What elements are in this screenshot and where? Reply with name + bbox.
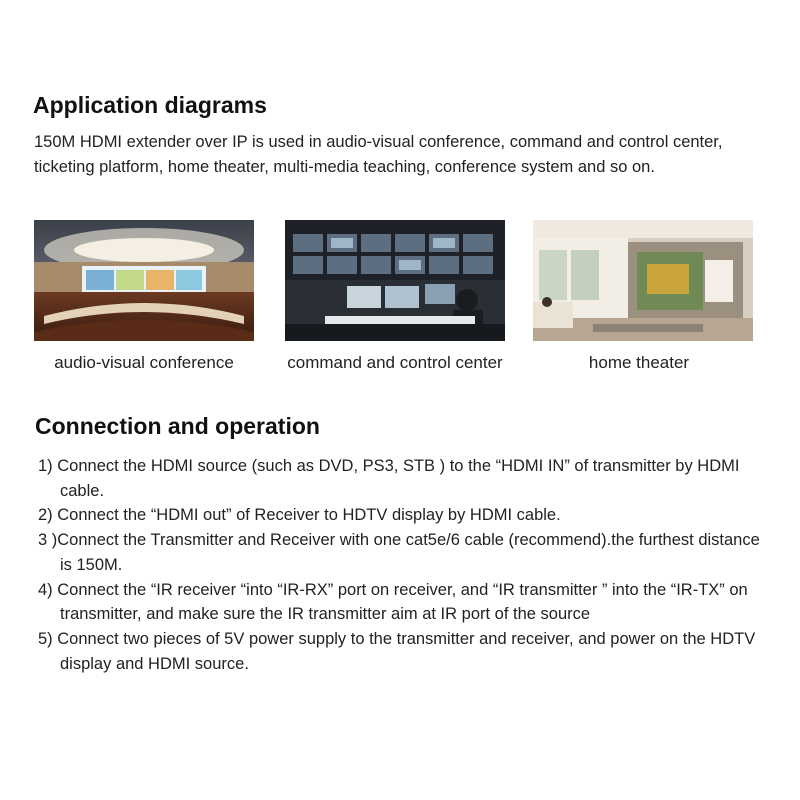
step-3: 3 )Connect the Transmitter and Receiver with one cat5e/6 cable (recommend).the furthest distance is 150M. [38, 531, 760, 574]
control-center-photo [285, 220, 505, 341]
step-1: 1) Connect the HDMI source (such as DVD, PS3, STB ) to the “HDMI IN” of transmitter by HDMI cable. [38, 457, 740, 500]
step-5: 5) Connect two pieces of 5V power supply to the transmitter and receiver, and power on the HDTV display and HDMI source. [38, 629, 756, 673]
step-2: 2) Connect the “HDMI out” of Receiver to HDTV display by HDMI cable. [38, 506, 561, 525]
conference-room-photo [34, 220, 254, 341]
connection-steps [38, 454, 768, 676]
application-intro: 150M HDMI extender over IP is used in audio-visual conference, command and control center, ticketing platform, home theater, multi-media teaching, conference system and so on. [34, 133, 723, 176]
home-theater-photo [533, 220, 753, 341]
application-title: Application diagrams [33, 92, 267, 118]
photo-caption-control-center: command and control center [287, 353, 503, 372]
photo-caption-conference: audio-visual conference [54, 353, 234, 372]
photo-caption-home-theater: home theater [588, 353, 690, 372]
connection-title: Connection and operation [35, 413, 320, 439]
step-4: 4) Connect the “IR receiver “into “IR-RX” port on receiver, and “IR transmitter ” into the “IR-TX” on transmitter, and make sure the IR transmitter aim at IR port of the source [38, 580, 748, 624]
